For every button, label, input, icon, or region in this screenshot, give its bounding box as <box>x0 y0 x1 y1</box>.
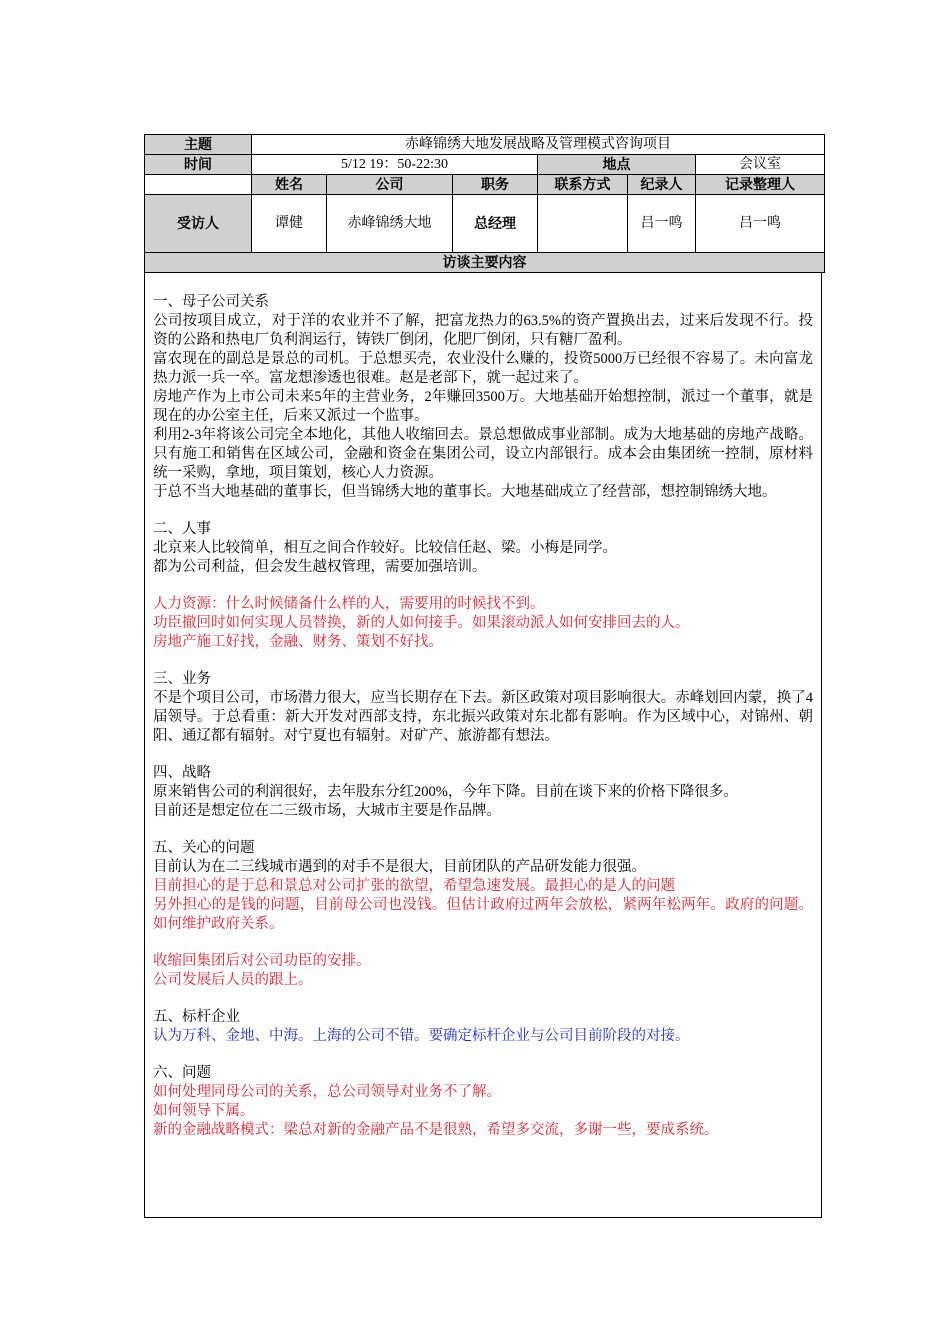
content-line: 公司发展后人员的跟上。 <box>153 972 313 988</box>
content-line: 原来销售公司的利润很好，去年股东分红200%，今年下降。目前在谈下来的价格下降很多。 <box>153 784 738 800</box>
content-line: 人力资源：什么时候储备什么样的人，需要用的时候找不到。 <box>153 596 545 612</box>
content-line: 如何领导下属。 <box>153 1103 255 1119</box>
content-line: 二、人事 <box>153 521 211 537</box>
content-line: 收缩回集团后对公司功臣的安排。 <box>153 953 371 969</box>
col-contact: 联系方式 <box>538 175 628 195</box>
header-table <box>144 134 825 273</box>
content-line: 五、标杆企业 <box>153 1009 240 1025</box>
content-line: 四、战略 <box>153 765 211 781</box>
col-position: 职务 <box>453 175 538 195</box>
content-line: 新的金融战略模式：梁总对新的金融产品不是很熟，希望多交流，多谢一些，要成系统。 <box>153 1122 719 1138</box>
place-value: 会议室 <box>696 155 825 175</box>
content-line: 目前认为在二三线城市遇到的对手不是很大，目前团队的产品研发能力很强。 <box>153 859 646 875</box>
col-organizer: 记录整理人 <box>696 175 825 195</box>
col-name: 姓名 <box>252 175 327 195</box>
content-section <box>153 1008 813 1046</box>
content-line: 功臣撤回时如何实现人员替换，新的人如何接手。如果滚动派人如何安排回去的人。 <box>153 615 690 631</box>
content-line: 富农现在的副总是景总的司机。于总想买壳，农业没什么赚的，投资5000万已经很不容易了。未向富龙热力派一兵一卒。富龙想渗透也很难。赵是老部下，就一起过来了。 <box>153 351 813 386</box>
content-line: 于总不当大地基础的董事长，但当锦绣大地的董事长。大地基础成立了经营部，想控制锦绣大地。 <box>153 484 777 500</box>
content-title: 访谈主要内容 <box>145 253 825 273</box>
interviewee-label: 受访人 <box>145 195 252 253</box>
organizer-value: 吕一鸣 <box>696 195 825 253</box>
content-section <box>153 1064 813 1140</box>
content-line: 一、母子公司关系 <box>153 294 269 310</box>
content-section <box>153 293 813 502</box>
time-label: 时间 <box>145 155 252 175</box>
content-line: 公司按项目成立，对于洋的农业并不了解，把富龙热力的63.5%的资产置换出去，过来后发现不行。投资的公路和热电厂负利润运行，铸铁厂倒闭，化肥厂倒闭，只有糖厂盈利。 <box>153 313 813 348</box>
content-section <box>153 952 813 990</box>
content-line: 认为万科、金地、中海。上海的公司不错。要确定标杆企业与公司目前阶段的对接。 <box>153 1028 690 1044</box>
name-value: 谭健 <box>252 195 327 253</box>
content-line: 另外担心的是钱的问题，目前母公司也没钱。但估计政府过两年会放松，紧两年松两年。政府的问题。如何维护政府关系。 <box>153 897 813 932</box>
col-company: 公司 <box>327 175 453 195</box>
content-line: 房地产作为上市公司未来5年的主营业务，2年赚回3500万。大地基础开始想控制，派过一个董事，就是现在的办公室主任，后来又派过一个监事。 <box>153 389 813 424</box>
blank-cell <box>145 175 252 195</box>
content-line: 目前还是想定位在二三级市场，大城市主要是作品牌。 <box>153 803 501 819</box>
contact-value <box>538 195 628 253</box>
content-line: 五、关心的问题 <box>153 840 255 856</box>
interview-content <box>144 273 822 1218</box>
content-line: 房地产施工好找，金融、财务、策划不好找。 <box>153 634 443 650</box>
col-recorder: 纪录人 <box>628 175 696 195</box>
content-line: 都为公司利益，但会发生越权管理，需要加强培训。 <box>153 559 487 575</box>
content-section <box>153 764 813 821</box>
content-line: 北京来人比较简单，相互之间合作较好。比较信任赵、梁。小梅是同学。 <box>153 540 617 556</box>
interview-record <box>144 134 824 1218</box>
content-line: 六、问题 <box>153 1065 211 1081</box>
content-section <box>153 670 813 746</box>
time-value: 5/12 19：50-22:30 <box>252 155 538 175</box>
subject-value: 赤峰锦绣大地发展战略及管理模式咨询项目 <box>252 135 825 155</box>
company-value: 赤峰锦绣大地 <box>327 195 453 253</box>
content-line: 如何处理同母公司的关系，总公司领导对业务不了解。 <box>153 1084 501 1100</box>
subject-label: 主题 <box>145 135 252 155</box>
position-value: 总经理 <box>453 195 538 253</box>
content-line: 目前担心的是于总和景总对公司扩张的欲望，希望急速发展。最担心的是人的问题 <box>153 878 675 894</box>
content-line: 三、业务 <box>153 671 211 687</box>
recorder-value: 吕一鸣 <box>628 195 696 253</box>
content-line: 利用2-3年将该公司完全本地化，其他人收缩回去。景总想做成事业部制。成为大地基础的房地产战略。只有施工和销售在区域公司，金融和资金在集团公司，设立内部银行。成本会由集团统一控制，原材料统一采购，拿地，项目策划，核心人力资源。 <box>153 427 813 481</box>
place-label: 地点 <box>538 155 696 175</box>
content-line: 不是个项目公司，市场潜力很大，应当长期存在下去。新区政策对项目影响很大。赤峰划回内蒙，换了4届领导。于总看重：新大开发对西部支持，东北振兴政策对东北都有影响。作为区域中心，对锦州、朝阳、通辽都有辐射。对宁夏也有辐射。对矿产、旅游都有想法。 <box>153 690 813 744</box>
content-section <box>153 520 813 577</box>
content-section <box>153 839 813 934</box>
content-section <box>153 595 813 652</box>
